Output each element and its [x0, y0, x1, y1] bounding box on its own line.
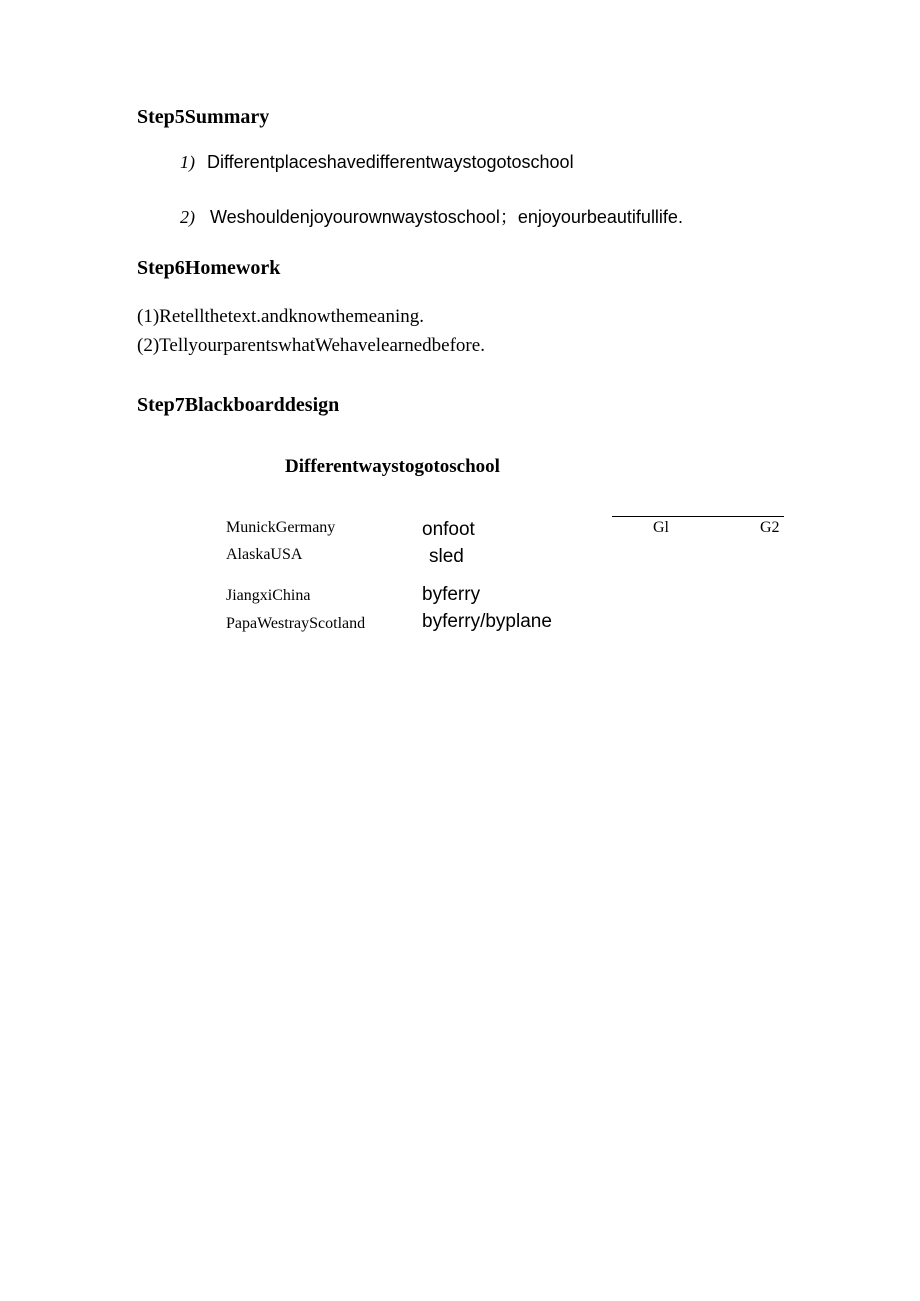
blackboard-place: PapaWestrayScotland: [226, 615, 366, 632]
summary-item: [180, 203, 683, 229]
summary-item: [180, 152, 574, 173]
blackboard-way: byferry: [422, 584, 481, 605]
summary-item-number: 2): [180, 207, 195, 227]
summary-item-text: Weshouldenjoyourownwaystoschool；enjoyourbeautifullife.: [210, 207, 683, 227]
group-label: Gl: [653, 519, 669, 536]
homework-item: (2)TellyourparentswhatWehavelearnedbefore.: [137, 335, 485, 356]
group-divider-line: [612, 516, 784, 517]
group-label: G2: [760, 519, 780, 536]
summary-item-text: Differentplaceshavedifferentwaystogotoschool: [207, 152, 574, 172]
blackboard-way: sled: [429, 546, 464, 567]
blackboard-way: onfoot: [422, 519, 475, 540]
summary-item-number: 1): [180, 152, 195, 172]
blackboard-place: JiangxiChina: [226, 587, 311, 604]
step7-heading: Step7Blackboarddesign: [137, 394, 340, 416]
step5-heading: Step5Summary: [137, 106, 270, 128]
blackboard-title: Differentwaystogotoschool: [285, 456, 500, 477]
blackboard-place: AlaskaUSA: [226, 546, 303, 563]
blackboard-way: byferry/byplane: [422, 611, 552, 632]
step6-heading: Step6Homework: [137, 257, 281, 279]
blackboard-place: MunickGermany: [226, 519, 336, 536]
homework-item: (1)Retellthetext.andknowthemeaning.: [137, 306, 425, 327]
